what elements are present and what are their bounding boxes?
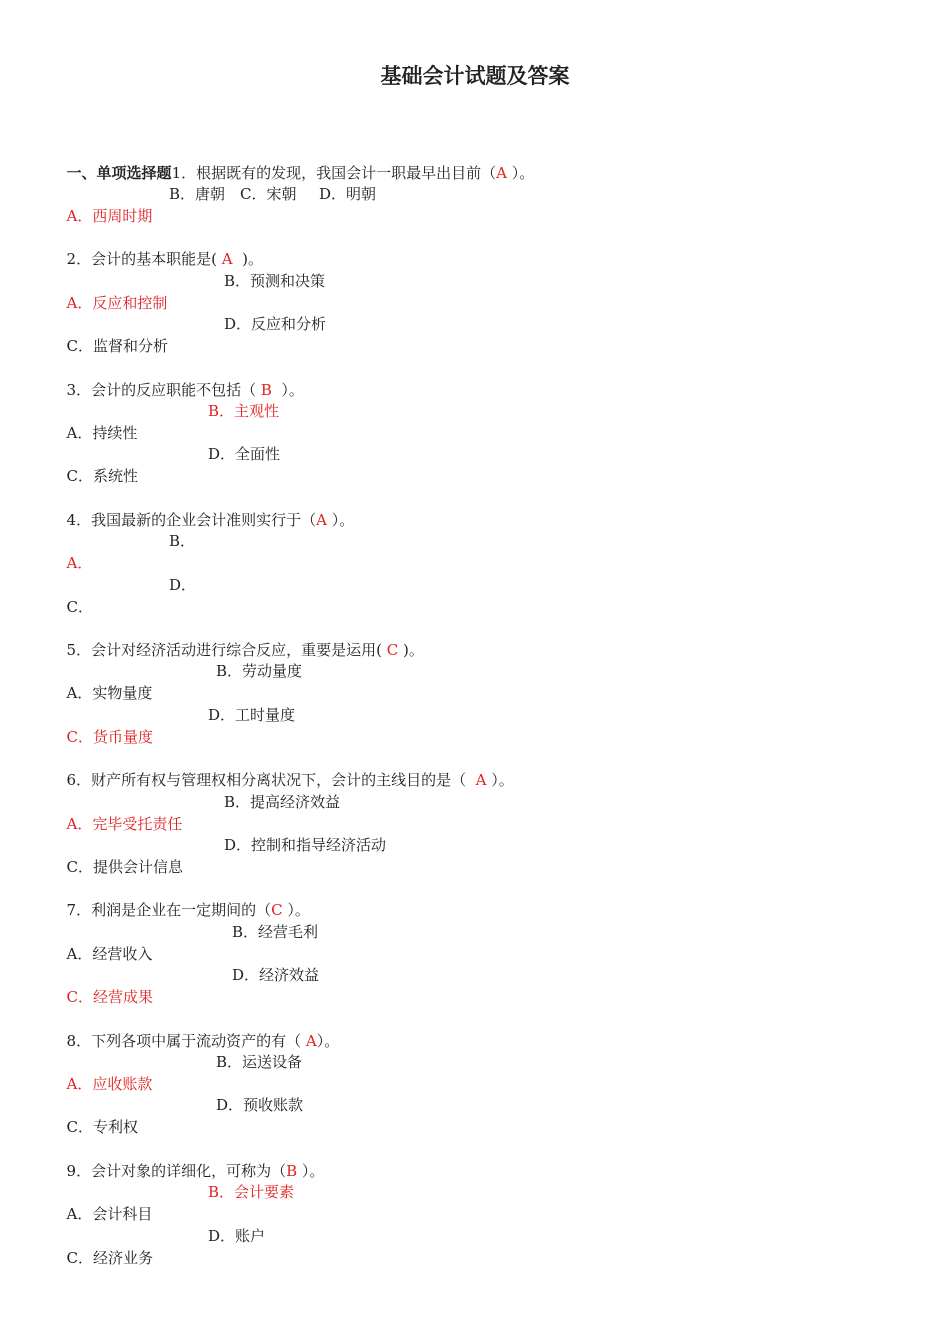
question-1 [57, 140, 535, 182]
question-4 [57, 487, 355, 529]
option-a: A．完毕受托责任 [66, 815, 183, 833]
option-b: B．运送设备 [216, 1053, 303, 1071]
option-d: D． [169, 576, 197, 594]
options-4-ab [57, 530, 196, 572]
question-3 [57, 357, 304, 399]
answer-mark: A [216, 250, 233, 268]
options-8-ab [57, 1051, 303, 1093]
document-title: 基础会计试题及答案 [380, 64, 570, 88]
question-stem: 5．会计对经济活动进行综合反应，重要是运用( [66, 641, 382, 659]
question-stem: 9．会计对象的详细化，可称为（ [66, 1162, 287, 1180]
option-b: B．经营毛利 [232, 923, 319, 941]
option-b: B．劳动量度 [216, 662, 303, 680]
options-5-ab [57, 660, 303, 702]
option-a: A．会计科目 [66, 1205, 153, 1223]
options-2-cd [57, 313, 327, 355]
option-b: B．提高经济效益 [224, 793, 341, 811]
option-d: D．明朝 [319, 185, 377, 203]
options-9-ab [57, 1181, 295, 1223]
options-6-cd [57, 834, 387, 876]
question-5 [57, 617, 424, 659]
options-3-ab [57, 400, 280, 442]
option-c: C．经营成果 [66, 988, 154, 1006]
answer-mark: B [256, 381, 272, 399]
question-stem: 4．我国最新的企业会计准则实行于（ [66, 511, 317, 529]
options-4-cd [57, 574, 197, 616]
option-a: A．反应和控制 [66, 294, 168, 312]
option-a: A．西周时期 [66, 207, 153, 225]
question-2 [57, 226, 263, 268]
question-stem-end: ）。 [282, 901, 310, 919]
option-d: D．经济效益 [232, 966, 320, 984]
option-d: D．账户 [208, 1227, 266, 1245]
question-stem-end: ）。 [271, 381, 304, 399]
option-a: A．持续性 [66, 424, 138, 442]
options-6-ab [57, 791, 341, 833]
answer-mark: A [496, 164, 507, 182]
section-label: 一、单项选择题 [66, 164, 172, 182]
answer-mark: B [286, 1162, 298, 1180]
question-8 [57, 1008, 340, 1050]
answer-mark: C [381, 641, 399, 659]
answer-mark: A [301, 1032, 317, 1050]
option-d: D．全面性 [208, 445, 281, 463]
options-9-cd [57, 1225, 266, 1267]
option-d: D．反应和分析 [224, 315, 327, 333]
options-7-cd [57, 964, 320, 1006]
question-stem: 1．根据既有的发现，我国会计一职最早出目前（ [171, 164, 497, 182]
option-a: A．实物量度 [66, 684, 153, 702]
question-stem: 3．会计的反应职能不包括（ [66, 381, 257, 399]
option-c: C．系统性 [66, 467, 139, 485]
question-stem: 8．下列各项中属于流动资产的有（ [66, 1032, 302, 1050]
answer-mark: A [316, 511, 327, 529]
answer-mark: C [271, 901, 283, 919]
question-stem-end: ）。 [326, 511, 355, 529]
question-9 [57, 1138, 325, 1180]
option-b: B．唐朝 [169, 185, 226, 203]
question-stem: 6．财产所有权与管理权相分离状况下，会计的主线目的是（ [66, 771, 467, 789]
option-b: B． [169, 532, 196, 550]
question-stem-end: )。 [398, 641, 424, 659]
option-c: C．货币量度 [66, 728, 154, 746]
options-5-cd [57, 704, 296, 746]
options-1 [57, 183, 377, 225]
question-stem: 2．会计的基本职能是( [66, 250, 217, 268]
question-stem: 7．利润是企业在一定期间的（ [66, 901, 272, 919]
question-stem-end: ）。 [506, 164, 535, 182]
options-7-ab [57, 921, 319, 963]
option-a: A．应收账款 [66, 1075, 153, 1093]
answer-mark: A [466, 771, 487, 789]
option-d: D．预收账款 [216, 1096, 304, 1114]
options-8-cd [57, 1094, 304, 1136]
option-c: C．经济业务 [66, 1249, 154, 1267]
option-a: A．经营收入 [66, 945, 153, 963]
question-stem-end: ）。 [316, 1032, 340, 1050]
options-2-ab [57, 270, 326, 312]
option-b: B．主观性 [208, 402, 280, 420]
question-stem-end: ）。 [486, 771, 514, 789]
option-c: C． [66, 598, 94, 616]
option-c: C．监督和分析 [66, 337, 169, 355]
question-stem-end: ）。 [297, 1162, 325, 1180]
option-a: A． [66, 554, 93, 572]
option-d: D．控制和指导经济活动 [224, 836, 387, 854]
question-6 [57, 747, 514, 789]
option-c: C．专利权 [66, 1118, 139, 1136]
option-b: B．会计要素 [208, 1183, 295, 1201]
question-stem-end: )。 [232, 250, 263, 268]
options-3-cd [57, 443, 281, 485]
option-b: B．预测和决策 [224, 272, 326, 290]
option-c: C．宋朝 [240, 185, 297, 203]
question-7 [57, 877, 310, 919]
option-c: C．提供会计信息 [66, 858, 184, 876]
option-d: D．工时量度 [208, 706, 296, 724]
